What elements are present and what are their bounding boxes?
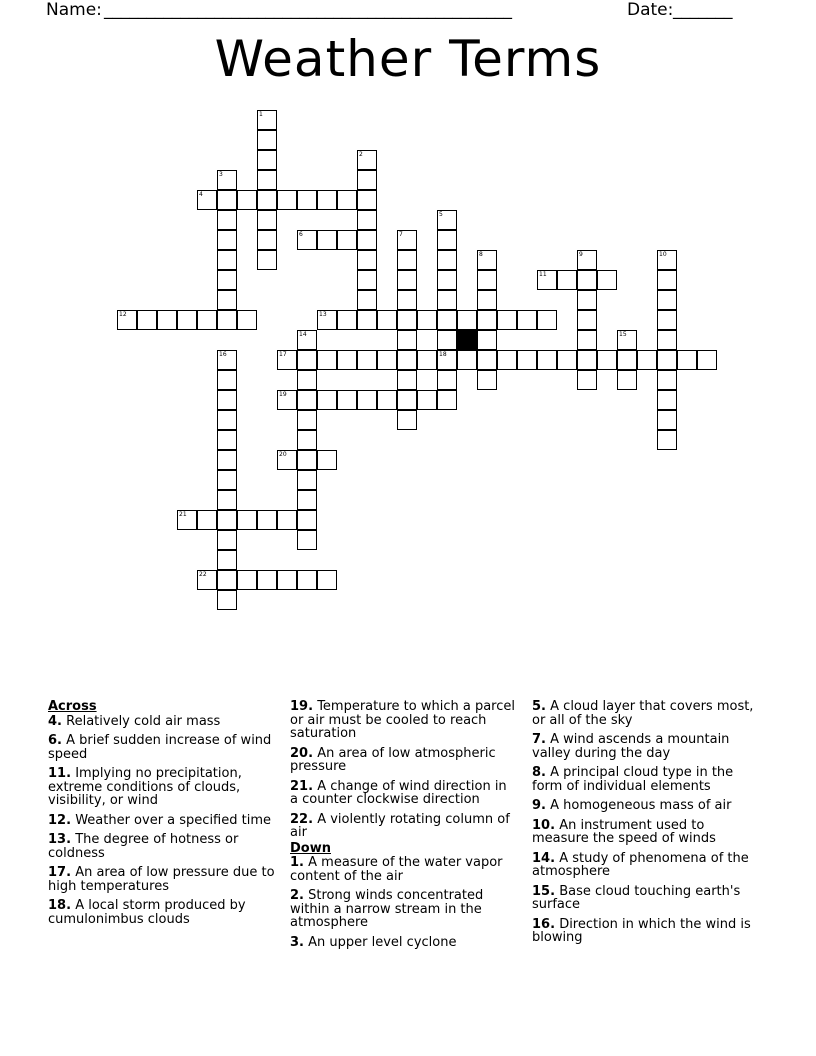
crossword-cell[interactable] bbox=[657, 350, 677, 370]
crossword-cell[interactable] bbox=[297, 470, 317, 490]
crossword-cell[interactable] bbox=[217, 470, 237, 490]
crossword-cell-number: 15 bbox=[619, 331, 627, 338]
crossword-cell[interactable] bbox=[237, 190, 257, 210]
crossword-cell[interactable] bbox=[177, 310, 197, 330]
crossword-cell[interactable] bbox=[657, 370, 677, 390]
crossword-cell-number: 21 bbox=[179, 511, 187, 518]
crossword-cell[interactable] bbox=[537, 310, 557, 330]
crossword-cell[interactable] bbox=[617, 370, 637, 390]
crossword-cell[interactable] bbox=[657, 270, 677, 290]
crossword-cell-number: 19 bbox=[279, 391, 287, 398]
clue-down-2: 2. Strong winds concentrated within a narrow stream in the atmosphere bbox=[290, 888, 484, 930]
crossword-cell[interactable] bbox=[397, 290, 417, 310]
crossword-cell[interactable] bbox=[397, 410, 417, 430]
crossword-cell[interactable] bbox=[617, 350, 637, 370]
crossword-cell-number: 16 bbox=[219, 351, 227, 358]
crossword-cell[interactable] bbox=[397, 390, 417, 410]
crossword-cell[interactable] bbox=[357, 390, 377, 410]
crossword-cell[interactable] bbox=[617, 330, 637, 350]
crossword-cell[interactable] bbox=[517, 310, 537, 330]
crossword-cell[interactable] bbox=[437, 210, 457, 230]
crossword-cell[interactable] bbox=[497, 350, 517, 370]
crossword-cell[interactable] bbox=[257, 190, 277, 210]
crossword-cell[interactable] bbox=[297, 410, 317, 430]
crossword-cell[interactable] bbox=[537, 350, 557, 370]
crossword-cell[interactable] bbox=[297, 450, 317, 470]
crossword-cell-number: 7 bbox=[399, 231, 403, 238]
crossword-cell-number: 13 bbox=[319, 311, 327, 318]
crossword-cell[interactable] bbox=[437, 310, 457, 330]
crossword-cell[interactable] bbox=[577, 250, 597, 270]
crossword-cell[interactable] bbox=[257, 110, 277, 130]
crossword-cell[interactable] bbox=[417, 390, 437, 410]
crossword-cell[interactable] bbox=[477, 270, 497, 290]
crossword-cell-number: 3 bbox=[219, 171, 223, 178]
crossword-cell[interactable] bbox=[337, 390, 357, 410]
crossword-cell[interactable] bbox=[257, 170, 277, 190]
crossword-cell[interactable] bbox=[217, 570, 237, 590]
crossword-cell[interactable] bbox=[677, 350, 697, 370]
crossword-cell[interactable] bbox=[217, 550, 237, 570]
crossword-cell[interactable] bbox=[437, 290, 457, 310]
crossword-cell[interactable] bbox=[217, 530, 237, 550]
crossword-cell[interactable] bbox=[657, 410, 677, 430]
crossword-cell[interactable] bbox=[277, 450, 297, 470]
clue-across-6: 6. A brief sudden increase of wind speed bbox=[48, 733, 272, 762]
crossword-cell[interactable] bbox=[217, 290, 237, 310]
crossword-cell[interactable] bbox=[477, 330, 497, 350]
crossword-cell[interactable] bbox=[697, 350, 717, 370]
clues-column-3 bbox=[532, 700, 760, 951]
crossword-cell[interactable] bbox=[657, 430, 677, 450]
crossword-cell[interactable] bbox=[397, 230, 417, 250]
crossword-cell[interactable] bbox=[217, 510, 237, 530]
crossword-cell[interactable] bbox=[357, 190, 377, 210]
crossword-cell[interactable] bbox=[177, 510, 197, 530]
clue-down-9: 9. A homogeneous mass of air bbox=[532, 798, 732, 813]
crossword-cell[interactable] bbox=[197, 190, 217, 210]
crossword-cell-number: 20 bbox=[279, 451, 287, 458]
crossword-cell[interactable] bbox=[237, 310, 257, 330]
crossword-cell-number: 6 bbox=[299, 231, 303, 238]
crossword-cell[interactable] bbox=[217, 230, 237, 250]
crossword-cell[interactable] bbox=[577, 350, 597, 370]
clue-down-15: 15. Base cloud touching earth's surface bbox=[532, 883, 741, 912]
crossword-cell[interactable] bbox=[417, 350, 437, 370]
clue-down-10: 10. An instrument used to measure the speed of winds bbox=[532, 817, 716, 846]
crossword-cell[interactable] bbox=[357, 290, 377, 310]
crossword-black-cell bbox=[457, 330, 477, 350]
crossword-cell[interactable] bbox=[217, 590, 237, 610]
crossword-cell[interactable] bbox=[197, 310, 217, 330]
crossword-cell[interactable] bbox=[357, 210, 377, 230]
page-title: Weather Terms bbox=[214, 30, 602, 88]
crossword-cell[interactable] bbox=[217, 350, 237, 370]
crossword-cell[interactable] bbox=[477, 250, 497, 270]
crossword-cell[interactable] bbox=[577, 370, 597, 390]
crossword-cell[interactable] bbox=[357, 230, 377, 250]
crossword-cell[interactable] bbox=[317, 190, 337, 210]
crossword-cell[interactable] bbox=[357, 150, 377, 170]
crossword-cell-number: 10 bbox=[659, 251, 667, 258]
crossword-cell[interactable] bbox=[377, 310, 397, 330]
crossword-cell[interactable] bbox=[417, 310, 437, 330]
crossword-cell-number: 9 bbox=[579, 251, 583, 258]
clue-down-16: 16. Direction in which the wind is blowing bbox=[532, 916, 751, 945]
crossword-cell-number: 17 bbox=[279, 351, 287, 358]
crossword-cell[interactable] bbox=[397, 310, 417, 330]
clue-across-21: 21. A change of wind direction in a counter clockwise direction bbox=[290, 778, 507, 807]
crossword-cell[interactable] bbox=[337, 310, 357, 330]
crossword-cell-number: 2 bbox=[359, 151, 363, 158]
crossword-cell[interactable] bbox=[657, 290, 677, 310]
date-label: Date: bbox=[627, 0, 674, 20]
crossword-cell[interactable] bbox=[277, 190, 297, 210]
crossword-cell[interactable] bbox=[517, 350, 537, 370]
crossword-cell[interactable] bbox=[477, 350, 497, 370]
crossword-cell[interactable] bbox=[257, 210, 277, 230]
crossword-cell[interactable] bbox=[477, 290, 497, 310]
crossword-cell[interactable] bbox=[317, 390, 337, 410]
crossword-cell[interactable] bbox=[117, 310, 137, 330]
crossword-cell[interactable] bbox=[597, 350, 617, 370]
crossword-cell[interactable] bbox=[317, 230, 337, 250]
crossword-cell[interactable] bbox=[217, 410, 237, 430]
crossword-cell-number: 22 bbox=[199, 571, 207, 578]
crossword-cell[interactable] bbox=[537, 270, 557, 290]
down-heading: Down bbox=[290, 840, 331, 856]
crossword-cell[interactable] bbox=[217, 370, 237, 390]
crossword-cell[interactable] bbox=[257, 130, 277, 150]
crossword-cell[interactable] bbox=[657, 330, 677, 350]
crossword-cell[interactable] bbox=[657, 250, 677, 270]
crossword-cell[interactable] bbox=[197, 510, 217, 530]
crossword-cell[interactable] bbox=[297, 490, 317, 510]
clue-across-19: 19. Temperature to which a parcel or air must be cooled to reach saturation bbox=[290, 699, 515, 741]
crossword-cell[interactable] bbox=[137, 310, 157, 330]
crossword-cell[interactable] bbox=[357, 170, 377, 190]
clue-down-8: 8. A principal cloud type in the form of individual elements bbox=[532, 765, 734, 794]
crossword-cell[interactable] bbox=[297, 570, 317, 590]
clues-column-1 bbox=[48, 700, 276, 932]
crossword-cell[interactable] bbox=[437, 270, 457, 290]
across-heading: Across bbox=[48, 699, 97, 714]
crossword-cell[interactable] bbox=[377, 350, 397, 370]
crossword-cell[interactable] bbox=[297, 230, 317, 250]
crossword-cell-number: 8 bbox=[479, 251, 483, 258]
crossword-cell[interactable] bbox=[297, 390, 317, 410]
crossword-cell[interactable] bbox=[277, 350, 297, 370]
crossword-cell[interactable] bbox=[477, 310, 497, 330]
crossword-cell[interactable] bbox=[357, 270, 377, 290]
crossword-cell[interactable] bbox=[317, 350, 337, 370]
crossword-cell[interactable] bbox=[237, 510, 257, 530]
crossword-cell-number: 11 bbox=[539, 271, 547, 278]
crossword-cell[interactable] bbox=[217, 310, 237, 330]
crossword-cell[interactable] bbox=[437, 350, 457, 370]
crossword-cell[interactable] bbox=[357, 310, 377, 330]
crossword-cell[interactable] bbox=[197, 570, 217, 590]
crossword-cell[interactable] bbox=[437, 250, 457, 270]
crossword-cell[interactable] bbox=[277, 570, 297, 590]
clue-down-1: 1. A measure of the water vapor content of the air bbox=[290, 855, 503, 884]
crossword-cell[interactable] bbox=[217, 210, 237, 230]
clue-down-14: 14. A study of phenomena of the atmosphere bbox=[532, 850, 749, 879]
clue-across-22: 22. A violently rotating column of air bbox=[290, 811, 510, 840]
date-field[interactable]: _______ bbox=[673, 0, 733, 20]
crossword-cell[interactable] bbox=[217, 270, 237, 290]
crossword-cell[interactable] bbox=[437, 390, 457, 410]
crossword-cell[interactable] bbox=[657, 390, 677, 410]
clue-across-17: 17. An area of low pressure due to high temperatures bbox=[48, 865, 275, 894]
crossword-cell[interactable] bbox=[497, 310, 517, 330]
crossword-cell[interactable] bbox=[637, 350, 657, 370]
crossword-cell[interactable] bbox=[297, 330, 317, 350]
crossword-cell[interactable] bbox=[257, 570, 277, 590]
name-field[interactable]: ________________________________________________ bbox=[104, 0, 512, 20]
clue-across-12: 12. Weather over a specified time bbox=[48, 812, 271, 828]
crossword-cell[interactable] bbox=[317, 450, 337, 470]
name-label: Name: bbox=[46, 0, 102, 20]
crossword-cell[interactable] bbox=[277, 510, 297, 530]
crossword-cell[interactable] bbox=[217, 490, 237, 510]
crossword-cell[interactable] bbox=[577, 310, 597, 330]
clues-column-2 bbox=[290, 700, 518, 955]
crossword-cell[interactable] bbox=[597, 270, 617, 290]
crossword-cell[interactable] bbox=[217, 390, 237, 410]
crossword-cell-number: 1 bbox=[259, 111, 263, 118]
crossword-cell[interactable] bbox=[297, 190, 317, 210]
crossword-cell[interactable] bbox=[297, 350, 317, 370]
crossword-cell[interactable] bbox=[277, 390, 297, 410]
crossword-cell[interactable] bbox=[297, 370, 317, 390]
crossword-cell-number: 12 bbox=[119, 311, 127, 318]
crossword-cell[interactable] bbox=[317, 570, 337, 590]
crossword-cell[interactable] bbox=[477, 370, 497, 390]
crossword-cell-number: 18 bbox=[439, 351, 447, 358]
crossword-cell[interactable] bbox=[457, 350, 477, 370]
crossword-cell[interactable] bbox=[157, 310, 177, 330]
crossword-cell[interactable] bbox=[397, 250, 417, 270]
clue-across-20: 20. An area of low atmospheric pressure bbox=[290, 745, 496, 774]
crossword-cell[interactable] bbox=[217, 250, 237, 270]
clue-across-4: 4. Relatively cold air mass bbox=[48, 713, 221, 729]
clue-across-13: 13. The degree of hotness or coldness bbox=[48, 832, 239, 861]
crossword-cell[interactable] bbox=[297, 430, 317, 450]
crossword-cell[interactable] bbox=[217, 450, 237, 470]
crossword-cell[interactable] bbox=[557, 350, 577, 370]
crossword-cell[interactable] bbox=[257, 250, 277, 270]
crossword-cell-number: 14 bbox=[299, 331, 307, 338]
crossword-cell[interactable] bbox=[297, 530, 317, 550]
crossword-cell[interactable] bbox=[257, 150, 277, 170]
crossword-cell[interactable] bbox=[397, 370, 417, 390]
crossword-cell[interactable] bbox=[577, 270, 597, 290]
crossword-cell[interactable] bbox=[397, 270, 417, 290]
clue-across-18: 18. A local storm produced by cumulonimbus clouds bbox=[48, 898, 246, 927]
crossword-cell[interactable] bbox=[437, 230, 457, 250]
crossword-cell[interactable] bbox=[337, 190, 357, 210]
crossword-cell[interactable] bbox=[577, 290, 597, 310]
crossword-cell[interactable] bbox=[257, 230, 277, 250]
crossword-cell[interactable] bbox=[457, 310, 477, 330]
clue-across-11: 11. Implying no precipitation, extreme conditions of clouds, visibility, or wind bbox=[48, 766, 242, 808]
crossword-cell[interactable] bbox=[657, 310, 677, 330]
crossword-cell[interactable] bbox=[317, 310, 337, 330]
crossword-cell[interactable] bbox=[357, 250, 377, 270]
crossword-cell[interactable] bbox=[297, 510, 317, 530]
crossword-cell-number: 5 bbox=[439, 211, 443, 218]
crossword-cell[interactable] bbox=[557, 270, 577, 290]
crossword-cell[interactable] bbox=[237, 570, 257, 590]
crossword-cell[interactable] bbox=[257, 510, 277, 530]
crossword-cell[interactable] bbox=[217, 190, 237, 210]
clue-down-3: 3. An upper level cyclone bbox=[290, 934, 457, 950]
clue-down-7: 7. A wind ascends a mountain valley during the day bbox=[532, 732, 730, 761]
crossword-cell[interactable] bbox=[397, 330, 417, 350]
crossword-cell[interactable] bbox=[437, 370, 457, 390]
crossword-cell[interactable] bbox=[577, 330, 597, 350]
crossword-cell[interactable] bbox=[217, 170, 237, 190]
crossword-cell[interactable] bbox=[337, 350, 357, 370]
clue-down-5: 5. A cloud layer that covers most, or all of the sky bbox=[532, 699, 754, 728]
crossword-cell[interactable] bbox=[437, 330, 457, 350]
crossword-cell[interactable] bbox=[357, 350, 377, 370]
crossword-cell[interactable] bbox=[217, 430, 237, 450]
crossword-cell[interactable] bbox=[377, 390, 397, 410]
crossword-cell-number: 4 bbox=[199, 191, 203, 198]
crossword-cell[interactable] bbox=[337, 230, 357, 250]
crossword-cell[interactable] bbox=[397, 350, 417, 370]
